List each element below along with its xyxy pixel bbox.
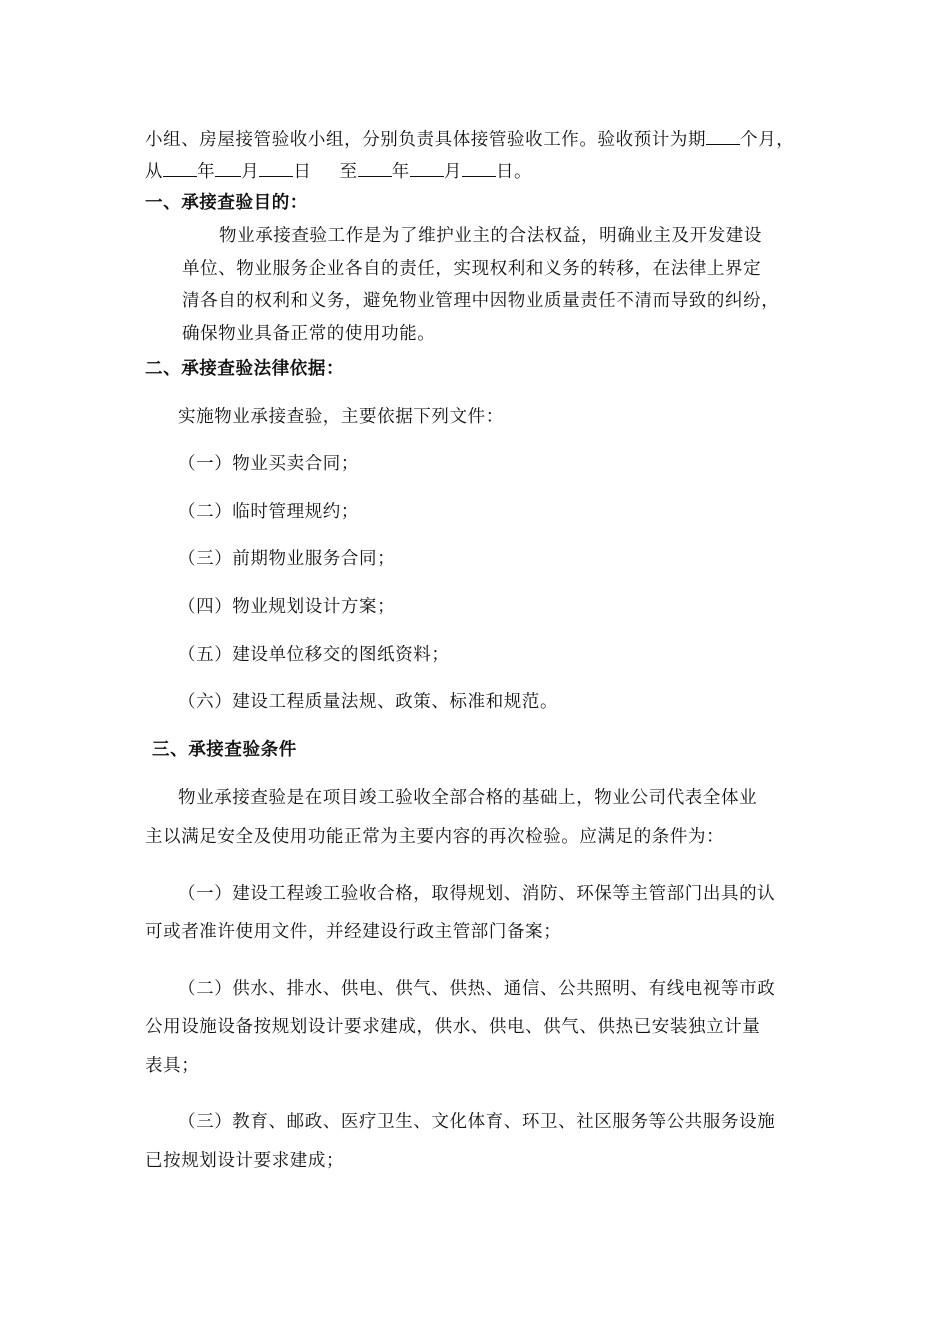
blank-field	[163, 158, 197, 177]
intro-line-2	[145, 158, 532, 184]
day-label: 日	[293, 162, 312, 182]
year-label: 年	[197, 162, 216, 182]
section-1-line: 清各自的权利和义务，避免物业管理中因物业质量责任不清而导致的纠纷，	[182, 291, 780, 311]
section-3-heading: 三、承接查验条件	[152, 740, 297, 760]
to-label: 至	[339, 162, 358, 182]
section-1-heading: 一、承接查验目的：	[145, 193, 308, 213]
blank-field	[259, 158, 293, 177]
condition-3: 已按规划设计要求建成；	[145, 1151, 345, 1171]
intro-text: 小组、房屋接管验收小组，分别负责具体接管验收工作。验收预计为期	[145, 130, 707, 150]
section-1-line: 确保物业具备正常的使用功能。	[182, 324, 436, 344]
blank-field	[410, 158, 444, 177]
section-2-heading: 二、承接查验法律依据：	[145, 359, 345, 379]
day-end-label: 日。	[495, 162, 533, 182]
year-label: 年	[391, 162, 410, 182]
intro-line-1	[145, 126, 794, 152]
list-item: （一）物业买卖合同；	[178, 454, 359, 474]
section-1-line: 单位、物业服务企业各自的责任，实现权利和义务的转移，在法律上界定	[182, 259, 762, 279]
blank-field	[706, 126, 740, 145]
month-label: 月	[443, 162, 462, 182]
condition-1: 可或者准许使用文件，并经建设行政主管部门备案；	[145, 922, 562, 942]
condition-1: （一）建设工程竣工验收合格，取得规划、消防、环保等主管部门出具的认	[178, 884, 776, 904]
list-item: （三）前期物业服务合同；	[178, 549, 396, 569]
section-3-lead: 主以满足安全及使用功能正常为主要内容的再次检验。应满足的条件为：	[145, 827, 725, 847]
month-label: 月	[241, 162, 260, 182]
section-2-lead: 实施物业承接查验，主要依据下列文件：	[178, 407, 504, 427]
blank-field	[358, 158, 392, 177]
section-1-line: 物业承接查验工作是为了维护业主的合法权益，明确业主及开发建设	[219, 226, 762, 246]
list-item: （二）临时管理规约；	[178, 502, 359, 522]
list-item: （五）建设单位移交的图纸资料；	[178, 645, 450, 665]
condition-2: 公用设施设备按规划设计要求建成，供水、供电、供气、供热已安装独立计量	[145, 1017, 761, 1037]
from-label: 从	[145, 162, 164, 182]
section-3-lead: 物业承接查验是在项目竣工验收全部合格的基础上，物业公司代表全体业	[178, 788, 758, 808]
blank-field	[215, 158, 241, 177]
list-item: （四）物业规划设计方案；	[178, 597, 396, 617]
list-item: （六）建设工程质量法规、政策、标准和规范。	[178, 692, 559, 712]
blank-field	[462, 158, 496, 177]
condition-3: （三）教育、邮政、医疗卫生、文化体育、环卫、社区服务等公共服务设施	[178, 1112, 776, 1132]
condition-2: 表具；	[145, 1056, 200, 1076]
condition-2: （二）供水、排水、供电、供气、供热、通信、公共照明、有线电视等市政	[178, 979, 776, 999]
intro-text-end: 个月，	[740, 130, 795, 150]
